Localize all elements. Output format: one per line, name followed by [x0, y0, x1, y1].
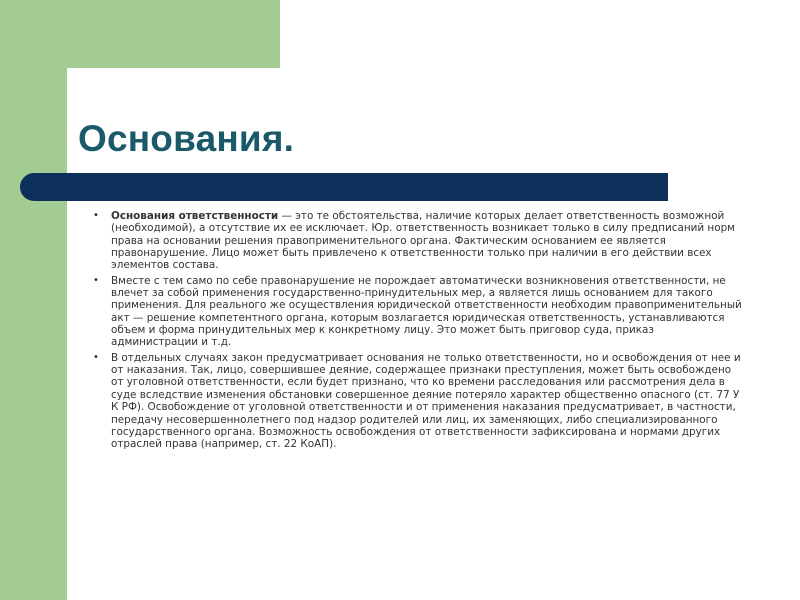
bullet-text: В отдельных случаях закон предусматривает основания не только ответственности, но и освобождения от нее и от наказания. Так, лицо, совершившее деяние, содержащее признаки преступления, может быть освобождено от уголовной ответственности, если будет признано, что ко времени расследования или рассмотрения дела в суде вследствие изменения обстановки совершенное деяние потеряло характер общественно опасного (ст. 77 У К РФ). Освобождение от уголовной ответственности и от применения наказания предусматривает, в частности, передачу несовершеннолетнего под надзор родителей или лиц, их заменяющих, либо специализированного государственного органа. Возможность освобождения от ответственности зафиксирована и нормами других отраслей права (например, ст. 22 КоАП). [111, 351, 741, 451]
bullet-item [93, 275, 743, 349]
bullet-text: — это те обстоятельства, наличие которых делает ответственность возможной (необходимой), а отсутствие их ее исключает. Юр. ответственность возникает только в силу предписаний норм права на основании решения правоприменительного органа. Фактическим основанием ее является правонарушение. Лицо может быть привлечено к ответственности только при наличии в его действии всех элементов состава. [111, 210, 736, 272]
bullet-dot-icon: • [93, 274, 99, 286]
top-accent-bar [0, 0, 280, 68]
title-underline-bar [20, 173, 668, 201]
left-accent-bar [0, 0, 67, 600]
slide-title: Основания. [78, 118, 295, 159]
bullet-text: Вместе с тем само по себе правонарушение не порождает автоматически возникновения ответственности, не влечет за собой применения государственно-принудительных мер, а является лишь основанием для такого применения. Для реального же осуществления юридической ответственности необходим правоприменительный акт — решение компетентного органа, которым возлагается юридическая ответственность, устанавливаются объем и форма принудительных мер к конкретному лицу. Это может быть приговор суда, приказ администрации и т.д. [111, 274, 742, 349]
bullet-lead: Основания ответственности [111, 210, 279, 222]
bullet-dot-icon: • [93, 210, 99, 221]
slide-body [93, 210, 743, 454]
bullet-item [93, 210, 743, 272]
bullet-dot-icon: • [93, 351, 99, 363]
bullet-item [93, 352, 743, 451]
